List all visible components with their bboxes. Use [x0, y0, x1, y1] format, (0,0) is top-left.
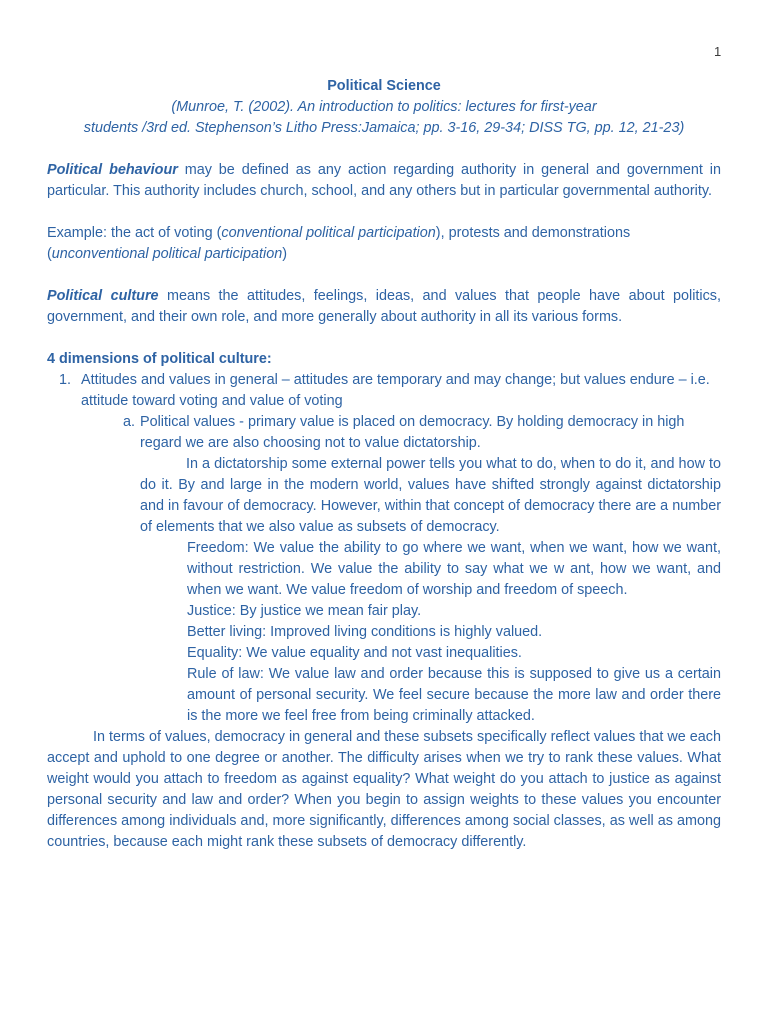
dimensions-heading: 4 dimensions of political culture:	[47, 351, 272, 367]
citation-line-2: students /3rd ed. Stephenson’s Litho Press:Jamaica; pp. 3-16, 29-34; DISS TG, pp. 12, 21-23)	[83, 120, 685, 136]
example-tail: )	[282, 246, 287, 262]
closing-paragraph: In terms of values, democracy in general and these subsets specifically reflect values that we each accept and uphold to one degree or another. The difficulty arises when we try to rank these values. What weight would you attach to freedom as against equality? What weight do you attach to justice as against personal security and law and order? When you begin to assign weights to these values you encounter differences among individuals and, more significantly, differences among social classes, as well as among countries, because each might rank these subsets of democracy differently.	[47, 729, 721, 850]
page-number: 1	[714, 44, 722, 59]
subset-justice: Justice: By justice we mean fair play.	[187, 603, 422, 619]
subset-rule-of-law: Rule of law: We value law and order because this is supposed to give us a certain amount of personal security. We feel secure because the more law and order there is the more we feel free from being criminally attacked.	[187, 666, 721, 724]
list-marker-1: 1.	[59, 372, 72, 388]
political-culture-paragraph	[47, 286, 721, 328]
conventional-participation: conventional political participation	[221, 225, 436, 241]
dictatorship-paragraph: In a dictatorship some external power tells you what to do, when to do it, and how to do it. By and large in the modern world, values have shifted strongly against dictatorship and in favour of democracy. However, within that concept of democracy there are a number of elements that we also value as subsets of democracy.	[140, 456, 721, 535]
voting-example-paragraph	[47, 223, 721, 265]
political-behaviour-paragraph	[47, 160, 721, 202]
example-mid: ), protests and demonstrations (	[47, 225, 631, 262]
list-item-a	[47, 412, 721, 454]
political-behaviour-definition: may be defined as any action regarding authority in general and government in particular. This authority includes church, school, and any others but in particular governmental authority.	[47, 162, 721, 199]
subset-equality: Equality: We value equality and not vast inequalities.	[187, 645, 522, 661]
list-item-1	[47, 370, 721, 412]
subset-better-living: Better living: Improved living conditions is highly valued.	[187, 624, 543, 640]
political-behaviour-term: Political behaviour	[47, 162, 178, 178]
list-item-a-text: Political values - primary value is placed on democracy. By holding democracy in high regard we are also choosing not to value dictatorship.	[140, 414, 685, 451]
document-body	[47, 76, 721, 853]
political-culture-term: Political culture	[47, 288, 159, 304]
list-item-1-text: Attitudes and values in general – attitudes are temporary and may change; but values endure – i.e. attitude toward voting and value of voting	[81, 372, 710, 409]
document-title: Political Science	[327, 78, 441, 94]
example-lead: Example: the act of voting (	[47, 225, 222, 241]
unconventional-participation: unconventional political participation	[51, 246, 283, 262]
list-marker-a: a.	[123, 414, 136, 430]
subset-freedom: Freedom: We value the ability to go where we want, when we want, how we want, without restriction. We value the ability to say what we w ant, how we want, and when we want. We value freedom of worship and freedom of speech.	[187, 540, 721, 598]
citation-line-1: (Munroe, T. (2002). An introduction to politics: lectures for first-year	[171, 99, 597, 115]
political-culture-definition: means the attitudes, feelings, ideas, and values that people have about politics, government, and their own role, and more generally about authority in all its various forms.	[47, 288, 721, 325]
